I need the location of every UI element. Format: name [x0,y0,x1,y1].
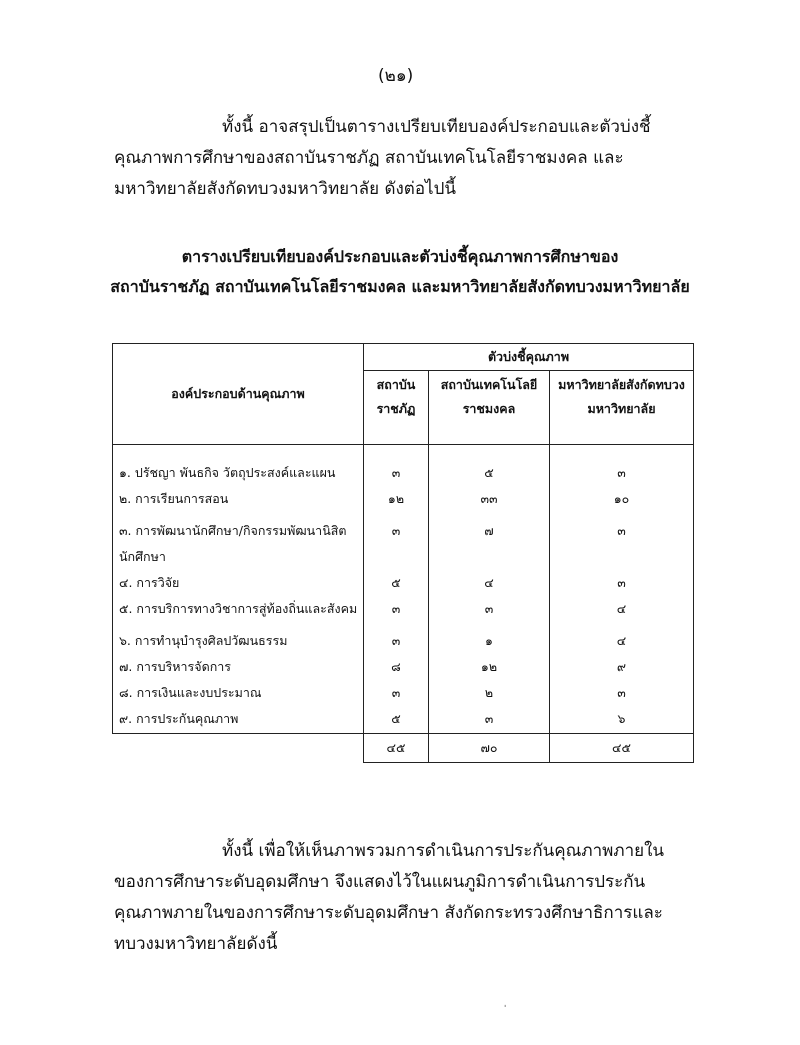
closing-paragraph: ทั้งนี้ เพื่อให้เห็นภาพรวมการดำเนินการประกันคุณภาพภายในของการศึกษาระดับอุดมศึกษา จึงแสดงไว้ในแผนภูมิการดำเนินการประกันคุณภาพภายในของการศึกษาระดับอุดมศึกษา สังกัดกระทรวงศึกษาธิการและทบวงมหาวิทยาลัยดังนี้ [114,841,665,954]
header-component: องค์ประกอบด้านคุณภาพ [113,344,364,445]
rajabhat-value: ๓ [391,523,401,538]
header-rajamangala: สถาบันเทคโนโลยีราชมงคล [429,371,550,445]
rajabhat-value: ๓ [391,633,401,648]
rajamangala-value: ๔ [484,575,494,590]
table-title-line-2: สถาบันราชภัฏ สถาบันเทคโนโลยีราชมงคล และมหาวิทยาลัยสังกัดทบวงมหาวิทยาลัย [110,277,690,296]
rajabhat-column [364,445,429,734]
rajamangala-column [429,445,550,734]
university-value: ๔ [616,633,627,648]
university-value: ๓ [617,575,626,590]
rajamangala-value: ๓ [484,601,494,616]
total-university: ๔๕ [550,734,694,763]
total-blank [113,734,364,763]
intro-paragraph: ทั้งนี้ อาจสรุปเป็นตารางเปรียบเทียบองค์ประกอบและตัวบ่งชี้คุณภาพการศึกษาของสถาบันราชภัฏ สถาบันเทคโนโลยีราชมงคล และมหาวิทยาลัยสังกัดทบวงมหาวิทยาลัย ดังต่อไปนี้ [114,117,651,199]
rajamangala-value: ๗ [484,523,494,538]
university-value: ๙ [616,659,627,674]
component-item: ๘. การเงินและงบประมาณ [119,685,262,700]
university-value: ๔ [616,601,627,616]
component-column [113,445,364,734]
component-item: ๓. การพัฒนานักศึกษา/กิจกรรมพัฒนานิสิตนักศึกษา [119,523,347,564]
component-item: ๗. การบริหารจัดการ [119,659,232,674]
comparison-table [112,343,694,763]
component-item: ๕. การบริการทางวิชาการสู่ท้องถิ่นและสังคม [119,601,358,616]
component-item: ๖. การทำนุบำรุงศิลปวัฒนธรรม [119,633,288,648]
rajamangala-value: ๑ [485,633,493,648]
rajamangala-value: ๑๒ [480,659,498,674]
rajamangala-value: ๕ [484,465,494,480]
page-number: (๒๑) [378,66,414,86]
rajabhat-value: ๑๒ [387,491,405,506]
total-row [113,734,694,763]
university-column [550,445,694,734]
rajabhat-value: ๓ [391,601,401,616]
table-title-line-1: ตารางเปรียบเทียบองค์ประกอบและตัวบ่งชี้คุณภาพการศึกษาของ [181,247,619,266]
rajamangala-value: ๓ [484,711,494,726]
university-value: ๓ [617,685,626,700]
rajabhat-value: ๕ [391,575,401,590]
table-title [100,242,700,302]
rajabhat-value: ๕ [391,711,401,726]
rajabhat-value: ๘ [391,659,401,674]
rajabhat-value: ๓ [391,685,401,700]
university-value: ๓ [617,465,626,480]
component-item: ๒. การเรียนการสอน [119,491,229,506]
component-item: ๙. การประกันคุณภาพ [119,711,239,726]
rajabhat-value: ๓ [391,465,401,480]
component-item: ๑. ปรัชญา พันธกิจ วัตถุประสงค์และแผน [119,465,336,480]
total-rajamangala: ๗๐ [429,734,550,763]
university-value: ๖ [617,711,626,726]
total-rajabhat: ๔๕ [364,734,429,763]
header-university: มหาวิทยาลัยสังกัดทบวงมหาวิทยาลัย [550,371,694,445]
table-body [113,445,694,734]
header-indicators: ตัวบ่งชี้คุณภาพ [364,344,694,371]
university-value: ๓ [617,523,626,538]
university-value: ๑๐ [613,491,630,506]
footer-mark: ˈ [504,1004,507,1013]
rajamangala-value: ๓๓ [480,491,498,506]
rajamangala-value: ๒ [484,685,494,700]
component-item: ๔. การวิจัย [119,575,180,590]
header-rajabhat: สถาบันราชภัฏ [364,371,429,445]
